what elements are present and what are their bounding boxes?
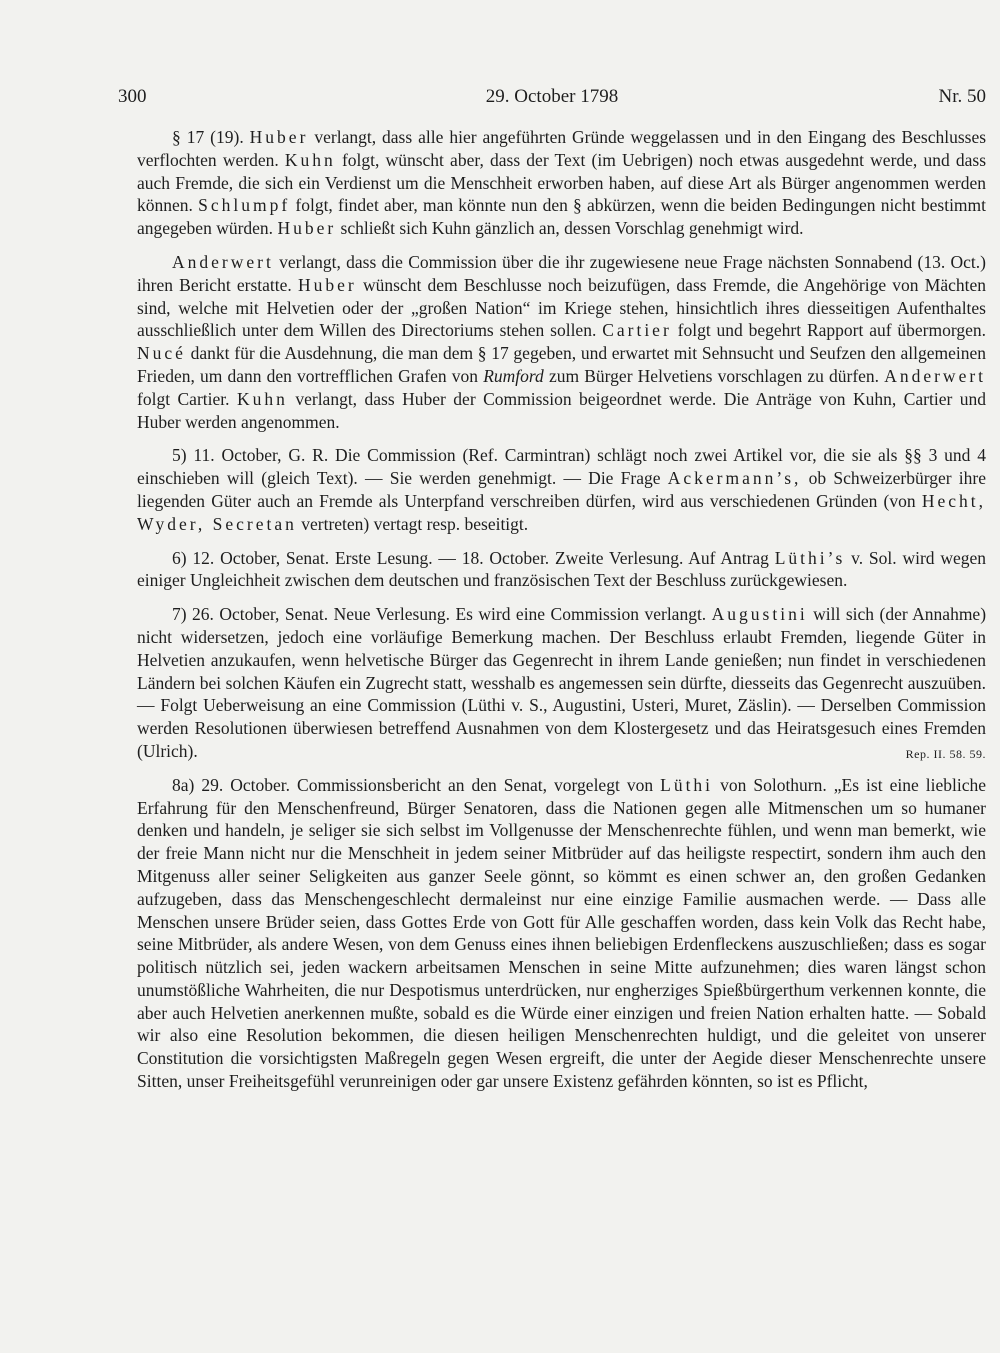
reference-note: Rep. II. 58. 59. [905, 746, 986, 761]
speaker-name: Anderwert [172, 251, 274, 272]
speaker-name: Schlumpf [198, 195, 291, 216]
text-run: verlangt, dass alle hier angeführten Gründe weggelassen und in den Eingang des Beschlusses verflochten werden. [137, 127, 987, 170]
page-number: 300 [118, 86, 147, 107]
text-run: zum Bürger Helvetiens vorschlagen zu dürfen. [548, 365, 880, 386]
section-ref: § 17 (19). [172, 127, 244, 147]
speaker-name: Ackermann’s, [667, 468, 802, 489]
text-run: dankt für die Ausdehnung, die man dem § 17 gegeben, und erwartet mit Sehnsucht und Seufzen den allgemeinen Frieden, um dann den vortrefflichen Grafen von [137, 343, 987, 386]
italic-name: Rumford [483, 365, 544, 386]
paragraph-3 [137, 444, 986, 535]
speaker-name: Kuhn [284, 149, 336, 170]
speaker-name: Nucé [137, 343, 186, 364]
text-run: will sich (der Annahme) nicht widersetzen, jedoch eine vorläufige Bemerkung machen. Der Beschluss erlaubt Fremden, liegende Güter in Helvetien anzukaufen, wenn helvetische Bürger das Gegenrecht in ihrem Lande genießen; nun findet in verschiedenen Ländern bei solchen Käufen ein Zugrecht statt, wesshalb es angemessen sein dürfte, diesseits das Gegenrecht auszuüben. — Folgt Ueberweisung an eine Commission (Lüthi v. S., Augustini, Usteri, Muret, Zäslin). — Derselben Commission werden Resolutionen überwiesen betreffend Ausnahmen von dem Klostergesetz und das Heiratsgesuch eines Fremden (Ulrich). [137, 604, 987, 761]
text-run: folgt, wünscht aber, dass der Text (im Uebrigen) noch etwas ausgedehnt werde, und dass auch Fremde, die sich ein Verdienst um die Menschheit erworben haben, auf diese Art als Bürger angenommen werden können. [137, 149, 987, 216]
text-run: folgt und begehrt Rapport auf übermorgen. [677, 320, 986, 341]
paragraph-1 [137, 126, 986, 240]
speaker-name: Huber [277, 218, 337, 239]
text-run: von Solothurn. „Es ist eine liebliche Erfahrung für den Menschenfreund, Bürger Senatoren, dass die Nationen gegen alle Mitmenschen um so humaner denken und handeln, je seliger sie sich selbst im Vollgenusse der Menschenrechte fühlen, und wenn man bemerkt, wie der freie Mann nicht nur die Menschheit in jedem seiner Mitbrüder auf das heiligste respectirt, sondern ihm auch den Mitgenuss aller seiner Seligkeiten aus ganzer Seele gönnt, so kömmt es einen schwer an, den großen Gedanken aufzugeben, dass das Menschengeschlecht dermaleinst nur eine einzige Familie ausmachen werde. — Dass alle Menschen unsere Brüder seien, dass Gottes Erde von Gott für Alle geschaffen worden, dass kein Volk das Recht habe, seine Mitbrüder, als andere Wesen, von dem Genuss eines ihnen beliebigen Erdenfleckens auszuschließen; dass es sogar politisch nützlich sei, jeden wackern arbeitsamen Menschen in seine Mitte aufzunehmen; dies waren längst schon unumstößliche Wahrheiten, die nur Despotismus unterdrücken, nur engherziges Spießbürgerthum verkennen konnte, die aber auch Helvetien anerkennen mußte, sobald es die Würde einer einzigen und freien Nation erhalten hatte. — Sobald wir also eine Resolution bekommen, die diesen heiligen Menschenrechten huldigt, und die geleitet von unserer Constitution die vorsichtigsten Maßregeln gegen Wesen ergreift, die unter der Aegide dieser Menschenrechte unsere Sitten, unser Freiheitsgefühl verunreinigen oder gar unsere Existenz gefährden könnten, so ist es Pflicht, [137, 774, 987, 1092]
text-run: 7) 26. October, Senat. Neue Verlesung. Es wird eine Commission verlangt. [172, 604, 707, 625]
text-run: vertreten) vertagt resp. beseitigt. [301, 513, 529, 534]
text-run: folgt, findet aber, man könnte nun den § abkürzen, wenn die beiden Bedingungen nicht bestimmt angegeben würden. [137, 195, 987, 239]
speaker-name: Huber [298, 274, 357, 295]
paragraph-5 [137, 603, 986, 763]
page-date: 29. October 1798 [485, 86, 619, 107]
text-run: wünscht dem Beschlusse noch beizufügen, dass Fremde, die Angehörige von Mächten sind, welche mit Helvetien oder der „großen Nation“ im Kriege stehen, hinsichtlich ihres diesseitigen Aufenthaltes ausschließlich unter dem Willen des Directoriums stehen sollen. [137, 274, 986, 341]
text-run: 6) 12. October, Senat. Erste Lesung. — 18. October. Zweite Verlesung. Auf Antrag [172, 547, 769, 568]
text-run: ob Schweizerbürger ihre liegenden Güter auch an Fremde als Unterpfand verschreiben dürfen, wird aus verschiedenen Gründen (von [137, 468, 987, 511]
paragraph-6 [137, 774, 986, 1093]
document-body [137, 126, 986, 1104]
text-run: verlangt, dass die Commission über die ihr zugewiesene neue Frage nächsten Sonnabend (13. Oct.) ihren Bericht erstatte. [137, 251, 987, 295]
speaker-name: Cartier [602, 320, 672, 341]
paragraph-4 [137, 547, 986, 593]
speaker-name: Kuhn [236, 388, 288, 409]
speaker-name: Lüthi [660, 774, 714, 795]
text-run: 8a) 29. October. Commissionsbericht an den Senat, vorgelegt von [172, 774, 654, 795]
text-run: folgt Cartier. [137, 388, 230, 409]
speaker-name: Anderwert [884, 365, 987, 386]
paragraph-2 [137, 251, 986, 433]
text-run: 5) 11. October, G. R. Die Commission (Ref. Carmintran) schlägt noch zwei Artikel vor, die sie als §§ 3 und 4 einschieben will (gleich Text). — Sie werden genehmigt. — Die Frage [137, 445, 986, 489]
speaker-name: Huber [249, 127, 309, 147]
speaker-name: Lüthi’s [774, 547, 846, 568]
text-run: verlangt, dass Huber der Commission beigeordnet werde. Die Anträge von Kuhn, Cartier und Huber werden angenommen. [137, 388, 987, 432]
page-header [118, 86, 986, 112]
document-number: Nr. 50 [938, 86, 986, 107]
text-run: v. Sol. wird wegen einiger Ungleichheit zwischen dem deutschen und französischen Text der Beschluss zurückgewiesen. [137, 547, 987, 591]
text-run: schließt sich Kuhn gänzlich an, dessen Vorschlag genehmigt wird. [340, 218, 804, 239]
speaker-name: Hecht, Wyder, Secretan [137, 490, 986, 534]
speaker-name: Augustini [711, 604, 808, 625]
